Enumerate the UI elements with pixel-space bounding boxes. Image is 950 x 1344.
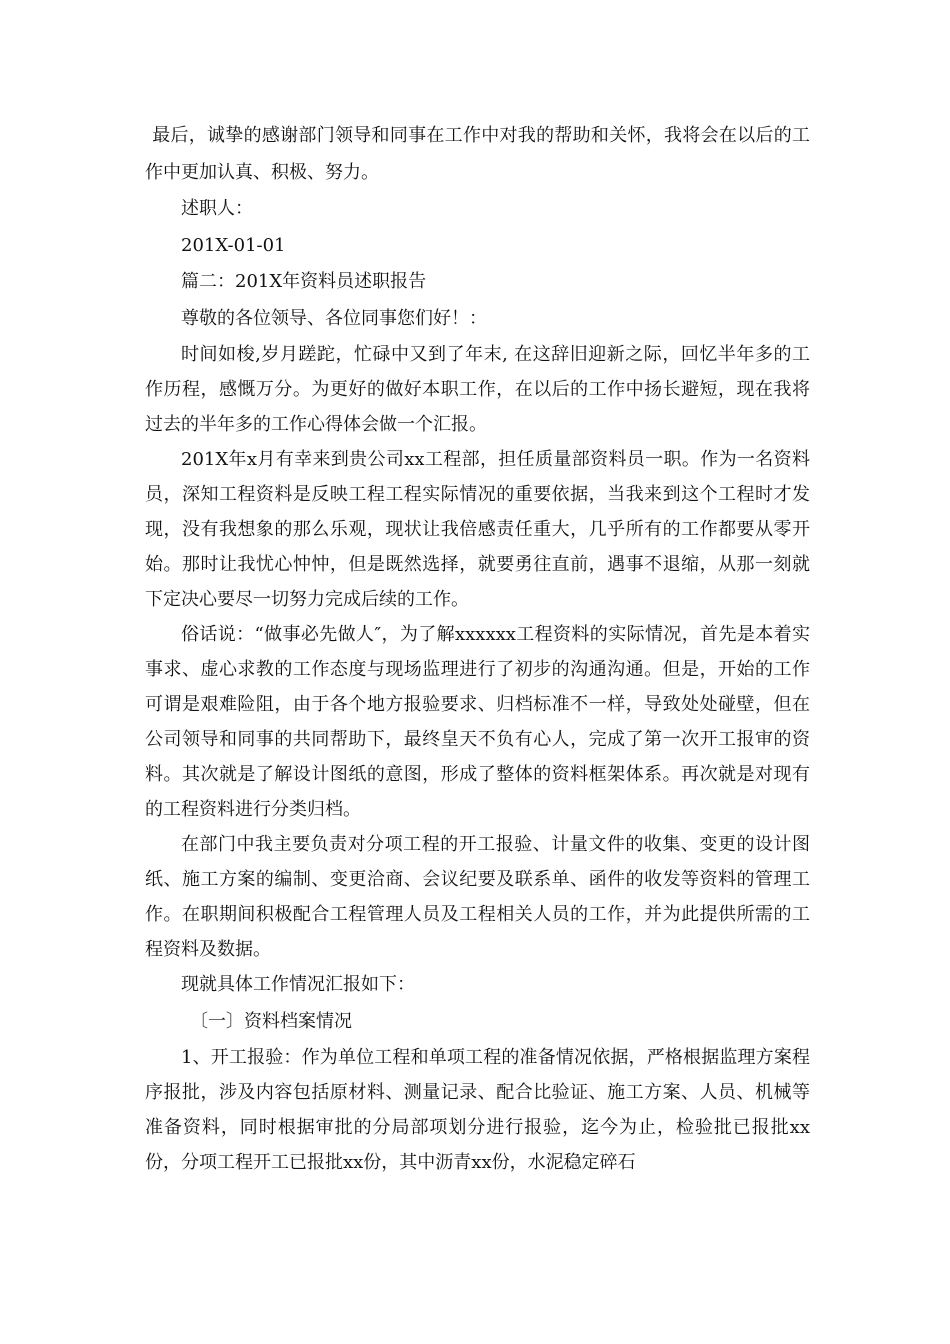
body-paragraph: 201X年x月有幸来到贵公司xx工程部，担任质量部资料员一职。作为一名资料员，深知工程资料是反映工程工程实际情况的重要依据，当我来到这个工程时才发现，没有我想象的那么乐观，现状让我倍感责任重大，几乎所有的工作都要从零开始。那时让我忧心忡忡，但是既然选择，就要勇往直前，遇事不退缩，从那一刻就下定决心要尽一切努力完成后续的工作。 bbox=[145, 449, 810, 610]
item-paragraph: 1、开工报验：作为单位工程和单项工程的准备情况依据，严格根据监理方案程序报批，涉及内容包括原材料、测量记录、配合比验证、施工方案、人员、机械等准备资料，同时根据审批的分局部项划分进行报验，迄今为止，检验批已报批xx份，分项工程开工已报批xx份，其中沥青xx份，水泥稳定碎石 bbox=[145, 1047, 810, 1173]
body-paragraph: 在部门中我主要负责对分项工程的开工报验、计量文件的收集、变更的设计图纸、施工方案的编制、变更洽商、会议纪要及联系单、函件的收发等资料的管理工作。在职期间积极配合工程管理人员及工程相关人员的工作，并为此提供所需的工程资料及数据。 bbox=[145, 834, 810, 960]
document-page bbox=[145, 118, 810, 1180]
body-paragraph: 时间如梭,岁月蹉跎，忙碌中又到了年末, 在这辞旧迎新之际，回忆半年多的工作历程，感慨万分。为更好的做好本职工作，在以后的工作中扬长避短，现在我将过去的半年多的工作心得体会做一个汇报。 bbox=[145, 344, 810, 435]
salutation: 尊敬的各位领导、各位同事您们好！： bbox=[181, 307, 487, 329]
closing-paragraph: 最后，诚挚的感谢部门领导和同事在工作中对我的帮助和关怀，我将会在以后的工作中更加认真、积极、努力。 bbox=[145, 125, 810, 183]
report-intro: 现就具体工作情况汇报如下： bbox=[181, 974, 415, 995]
signature-label: 述职人： bbox=[181, 198, 253, 219]
subsection-heading: 〔一〕资料档案情况 bbox=[190, 1010, 352, 1032]
report-date: 201X-01-01 bbox=[181, 234, 286, 256]
section-heading: 篇二：201X年资料员述职报告 bbox=[181, 271, 427, 292]
body-paragraph: 俗话说：“做事必先做人″，为了解xxxxxx工程资料的实际情况，首先是本着实事求、虚心求教的工作态度与现场监理进行了初步的沟通沟通。但是，开始的工作可谓是艰难险阻，由于各个地方报验要求、归档标准不一样，导致处处碰壁，但在公司领导和同事的共同帮助下，最终皇天不负有心人，完成了第一次开工报审的资料。其次就是了解设计图纸的意图，形成了整体的资料框架体系。再次就是对现有的工程资料进行分类归档。 bbox=[145, 624, 810, 820]
